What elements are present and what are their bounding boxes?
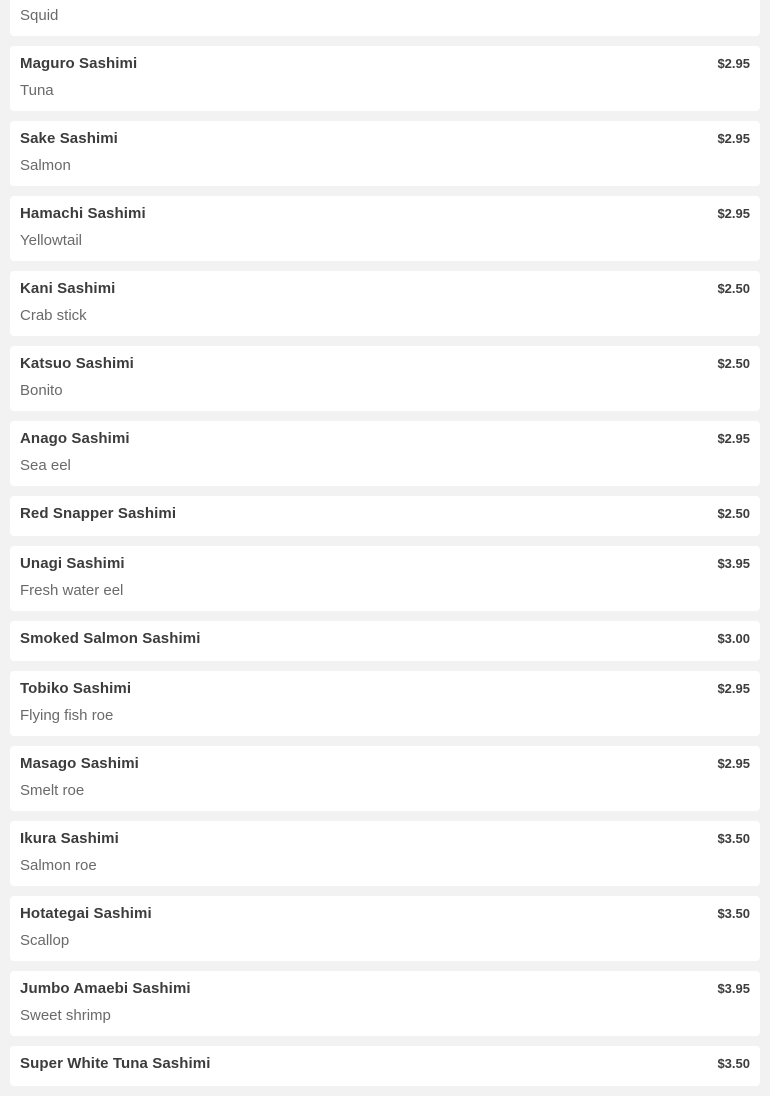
menu-item-list (10, 0, 760, 1096)
menu-item-price: $2.50 (717, 356, 750, 371)
menu-item[interactable] (10, 271, 760, 336)
menu-item-price: $2.95 (717, 56, 750, 71)
menu-item-name: Maguro Sashimi (20, 55, 138, 72)
menu-item-description: Bonito (20, 382, 63, 399)
menu-item-price: $3.95 (717, 556, 750, 571)
menu-item[interactable] (10, 0, 760, 36)
menu-item-name: Tobiko Sashimi (20, 680, 132, 697)
menu-item[interactable] (10, 421, 760, 486)
menu-item[interactable] (10, 621, 760, 661)
menu-item-price: $2.95 (717, 431, 750, 446)
menu-item-description: Sea eel (20, 457, 71, 474)
menu-item[interactable] (10, 1046, 760, 1086)
menu-item-name: Kani Sashimi (20, 280, 116, 297)
menu-item-description: Tuna (20, 82, 54, 99)
menu-item-price: $2.50 (717, 281, 750, 296)
menu-item-price: $3.50 (717, 906, 750, 921)
menu-item[interactable] (10, 346, 760, 411)
menu-item-name: Katsuo Sashimi (20, 355, 134, 372)
menu-item[interactable] (10, 746, 760, 811)
menu-item[interactable] (10, 821, 760, 886)
menu-item-description: Yellowtail (20, 232, 82, 249)
menu-item[interactable] (10, 671, 760, 736)
menu-item-name: Smoked Salmon Sashimi (20, 630, 201, 647)
menu-item-price: $2.95 (717, 756, 750, 771)
menu-item-name: Hotategai Sashimi (20, 905, 152, 922)
menu-item-price: $2.95 (717, 206, 750, 221)
menu-item[interactable] (10, 496, 760, 536)
menu-item-name: Masago Sashimi (20, 755, 139, 772)
menu-item-price: $2.50 (717, 506, 750, 521)
menu-item-name: Super White Tuna Sashimi (20, 1055, 211, 1072)
menu-item-description: Sweet shrimp (20, 1007, 111, 1024)
menu-item-description: Fresh water eel (20, 582, 124, 599)
menu-item-name: Anago Sashimi (20, 430, 130, 447)
menu-item-description: Flying fish roe (20, 707, 114, 724)
menu-item-name: Ikura Sashimi (20, 830, 119, 847)
menu-item-price: $3.50 (717, 1056, 750, 1071)
menu-item[interactable] (10, 121, 760, 186)
menu-item-name: Red Snapper Sashimi (20, 505, 177, 522)
menu-item[interactable] (10, 896, 760, 961)
menu-item-description: Scallop (20, 932, 70, 949)
menu-item-description: Smelt roe (20, 782, 85, 799)
menu-item[interactable] (10, 196, 760, 261)
menu-item-price: $3.00 (717, 631, 750, 646)
menu-item-description: Salmon (20, 157, 71, 174)
menu-item-price: $3.95 (717, 981, 750, 996)
menu-item[interactable] (10, 971, 760, 1036)
menu-item-price: $2.95 (717, 681, 750, 696)
menu-item-description: Salmon roe (20, 857, 97, 874)
menu-item[interactable] (10, 546, 760, 611)
menu-item-name: Jumbo Amaebi Sashimi (20, 980, 191, 997)
menu-item-description: Squid (20, 7, 59, 24)
menu-item-price: $3.50 (717, 831, 750, 846)
menu-item-description: Crab stick (20, 307, 87, 324)
menu-item[interactable] (10, 46, 760, 111)
menu-item-price: $2.95 (717, 131, 750, 146)
menu-item-name: Hamachi Sashimi (20, 205, 146, 222)
menu-item-name: Unagi Sashimi (20, 555, 125, 572)
menu-item-name: Sake Sashimi (20, 130, 118, 147)
